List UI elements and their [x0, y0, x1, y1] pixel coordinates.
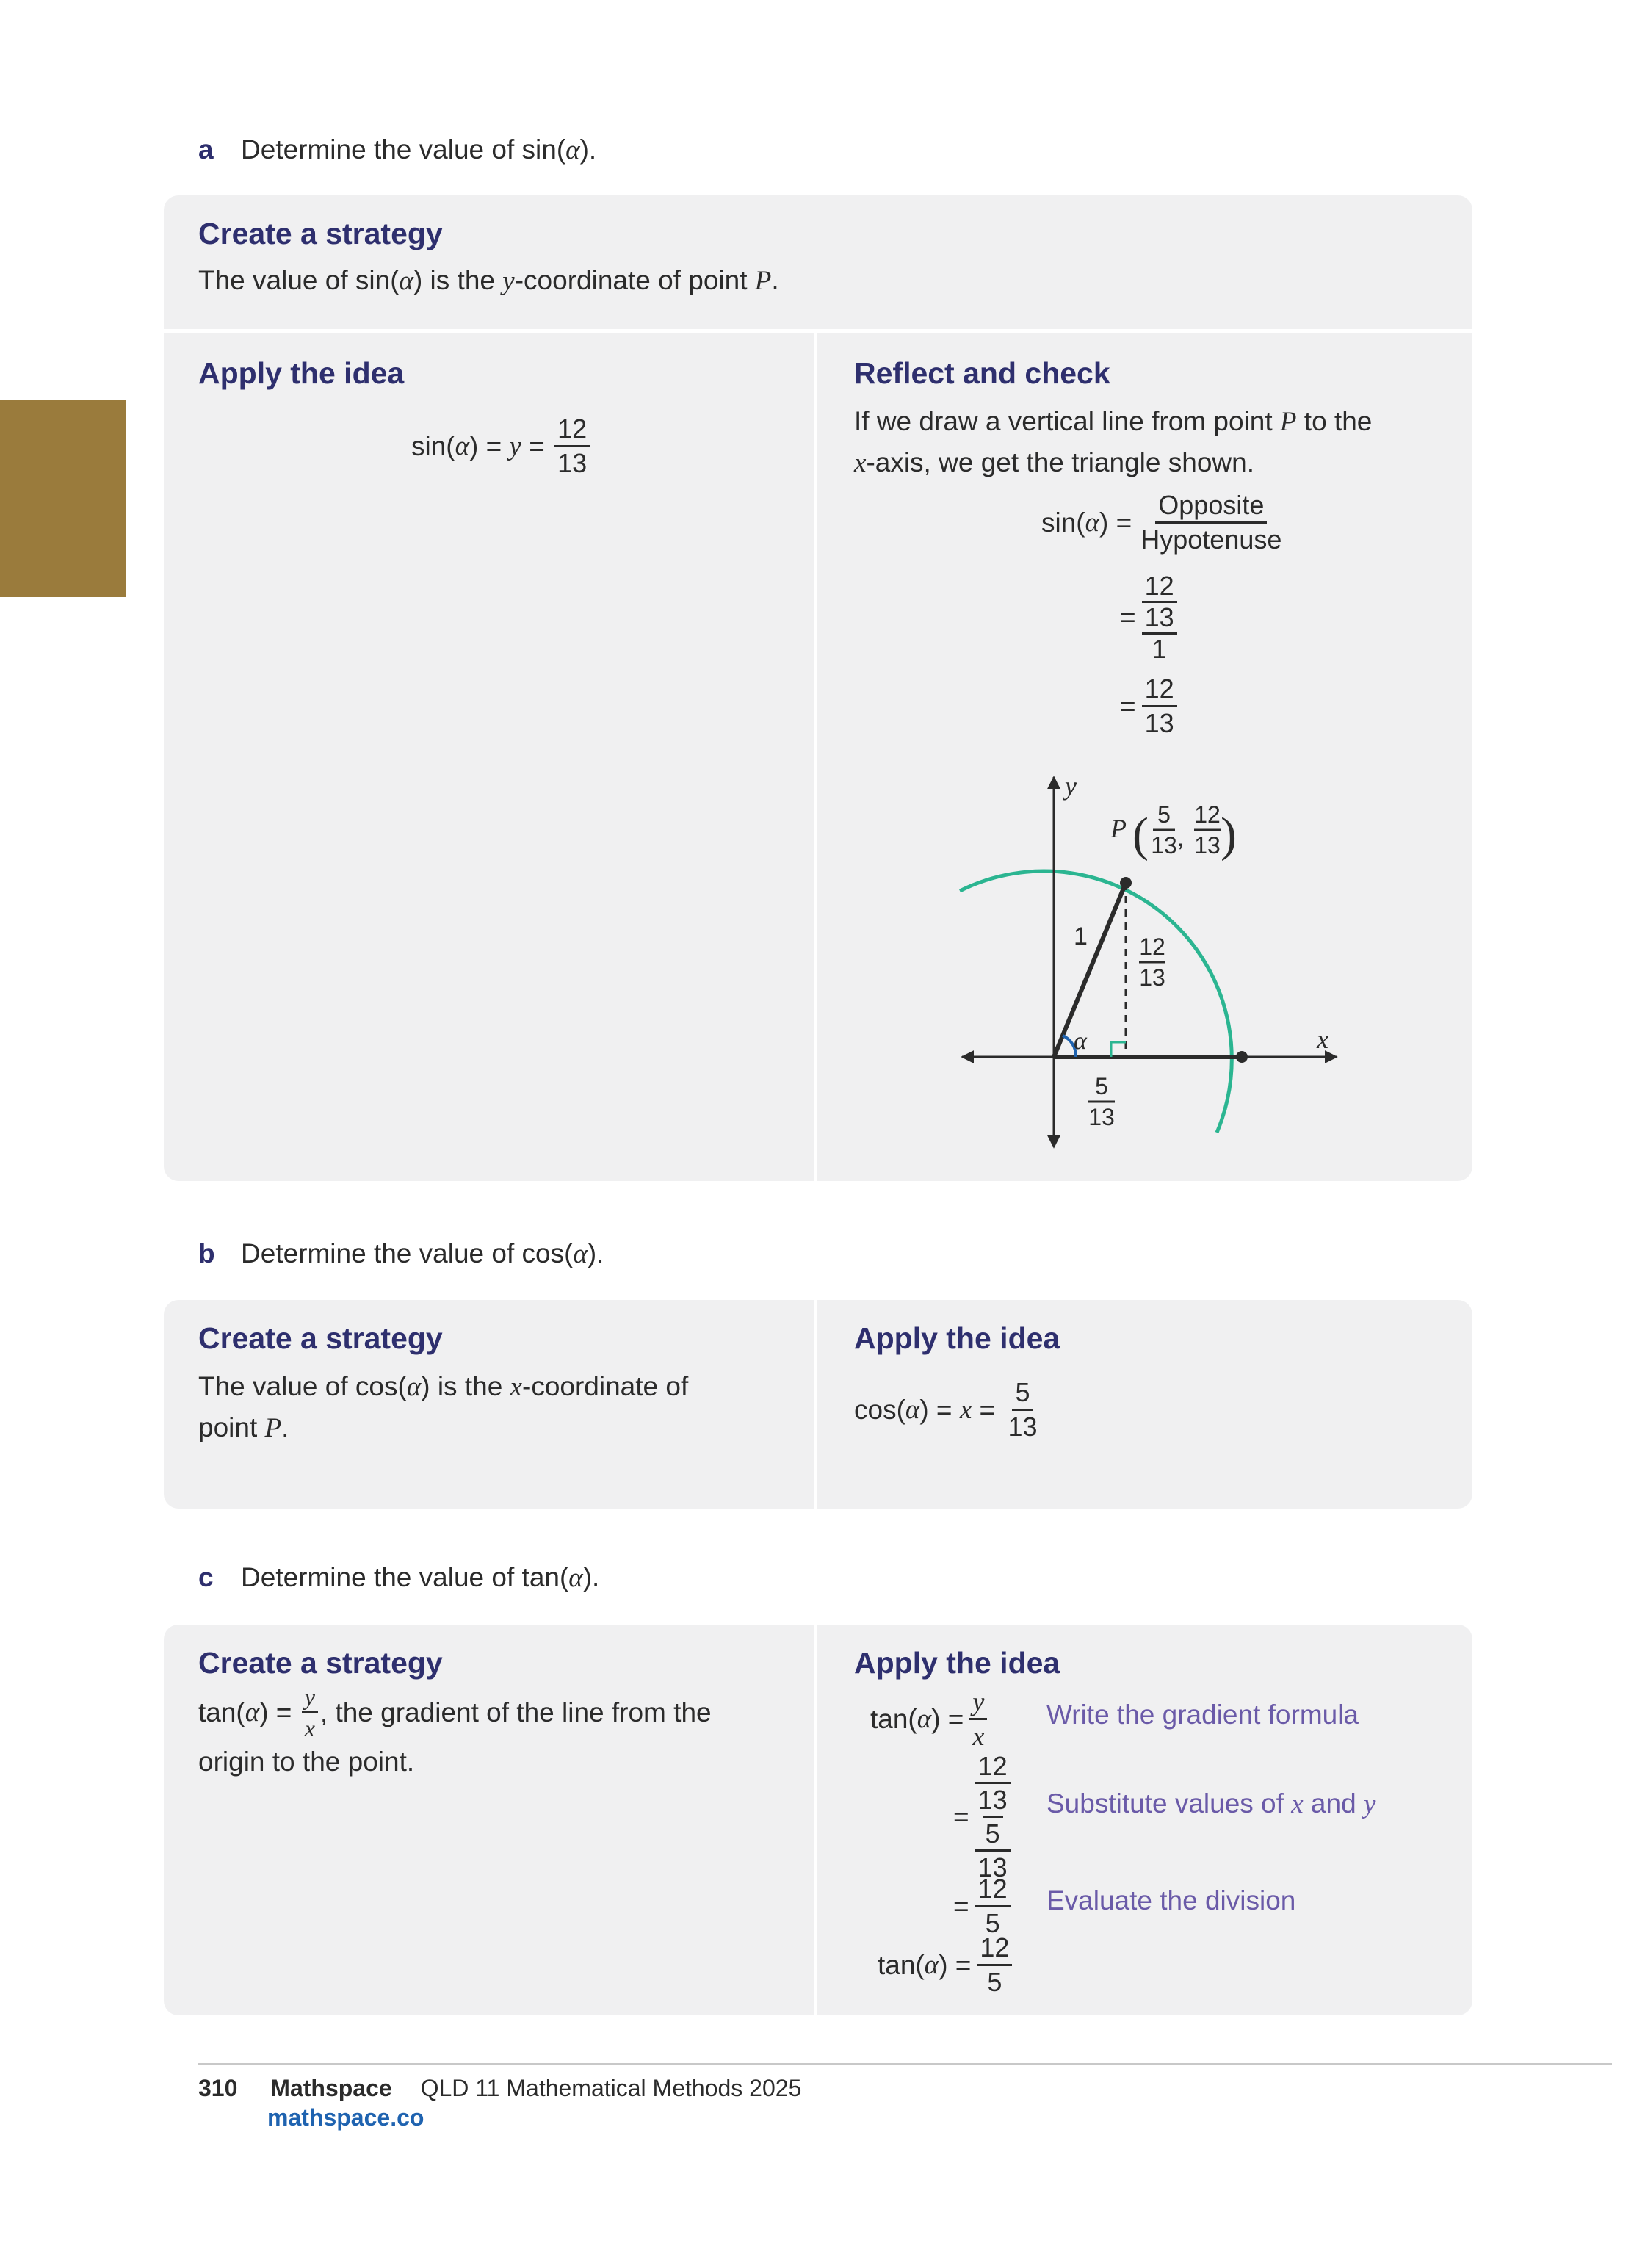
strategy-heading: Create a strategy	[198, 1646, 443, 1680]
brand-name: Mathspace	[270, 2075, 392, 2101]
book-title: QLD 11 Mathematical Methods 2025	[420, 2075, 802, 2101]
horizontal-length-num: 5	[1095, 1073, 1108, 1099]
note-gradient-formula: Write the gradient formula	[1046, 1700, 1359, 1730]
question-var: α	[565, 135, 580, 165]
note-evaluate: Evaluate the division	[1046, 1885, 1296, 1915]
panel-divider	[814, 333, 817, 1181]
reflect-a	[854, 354, 1442, 483]
strategy-c	[198, 1644, 800, 1782]
apply-c-line-3: = $\frac{12}{5}$	[953, 1874, 1013, 1938]
apply-c	[854, 1644, 1060, 1682]
hypotenuse-line	[1054, 883, 1126, 1057]
strategy-a	[198, 214, 1447, 301]
vertical-length-num: 12	[1139, 933, 1165, 960]
vertical-length-den: 13	[1139, 964, 1165, 991]
point-on-x-axis	[1236, 1051, 1248, 1063]
apply-c-line-1: tan( α ) = $\frac{y}{x}$	[870, 1687, 989, 1751]
apply-heading: Apply the idea	[198, 356, 405, 390]
question-text: Determine the value of sin(	[241, 134, 566, 165]
reflect-step-2: = $\frac{12}{13}$	[1120, 674, 1179, 738]
question-letter: c	[198, 1562, 214, 1592]
py-den: 13	[1194, 832, 1221, 859]
footer-divider	[198, 2063, 1612, 2065]
footer	[198, 2075, 801, 2102]
question-a	[198, 132, 596, 168]
page-number: 310	[198, 2075, 238, 2101]
px-num: 5	[1157, 801, 1171, 828]
website-link[interactable]: mathspace.co	[267, 2104, 424, 2131]
py-num: 12	[1194, 801, 1221, 828]
apply-b-equation: cos( α ) = x = $\frac{5}{13}$	[854, 1377, 1038, 1442]
y-axis-label: y	[1065, 771, 1077, 801]
fraction: $\frac{12}{13}$	[554, 414, 590, 478]
apply-c-line-4: tan( α ) = $\frac{12}{5}$	[878, 1933, 1014, 1997]
question-suffix: ).	[587, 1238, 604, 1268]
question-letter: a	[198, 134, 214, 165]
strategy-text: The value of cos(α) is the x-coordinate of point P.	[198, 1371, 689, 1443]
question-var: α	[573, 1239, 588, 1269]
point-p	[1120, 877, 1132, 889]
question-text: Determine the value of cos(	[241, 1238, 574, 1268]
chapter-tab	[0, 400, 126, 597]
px-den: 13	[1151, 832, 1177, 859]
apply-a-equation: sin( α ) = y = $\frac{12}{13}$	[411, 414, 592, 478]
note-substitute: Substitute values of x and y	[1046, 1788, 1376, 1819]
question-c	[198, 1560, 599, 1596]
question-suffix: ).	[579, 134, 597, 165]
close-paren: )	[1221, 808, 1237, 862]
strategy-heading: Create a strategy	[198, 217, 443, 250]
question-suffix: ).	[582, 1562, 600, 1592]
unit-circle-figure	[947, 764, 1359, 1160]
apply-heading: Apply the idea	[854, 1321, 1060, 1355]
x-axis-label: x	[1317, 1025, 1328, 1054]
apply-c-line-2: = 12 13 5 13	[953, 1750, 1011, 1883]
question-text: Determine the value of tan(	[241, 1562, 569, 1592]
strategy-text: tan( α ) = $\frac{y}{x}$ , the gradient of the line from the	[198, 1683, 712, 1741]
angle-label: α	[1074, 1028, 1087, 1055]
strategy-text: The value of sin(α) is the y-coordinate of point P.	[198, 265, 779, 296]
open-paren: (	[1132, 808, 1149, 862]
reflect-step-1: = 12 13 1	[1120, 571, 1177, 664]
apply-heading: Apply the idea	[854, 1646, 1060, 1680]
reflect-text: If we draw a vertical line from point P to the x-axis, we get the triangle shown.	[854, 406, 1373, 478]
question-letter: b	[198, 1238, 215, 1268]
comma: ,	[1177, 825, 1184, 851]
panel-divider	[164, 329, 1472, 333]
apply-a	[198, 354, 404, 392]
panel-divider	[814, 1300, 817, 1509]
strategy-b	[198, 1319, 786, 1448]
point-p-label: P	[1110, 814, 1127, 843]
hypotenuse-label: 1	[1074, 922, 1088, 950]
question-b	[198, 1236, 604, 1272]
horizontal-length-den: 13	[1088, 1104, 1115, 1130]
strategy-heading: Create a strategy	[198, 1321, 443, 1355]
apply-b	[854, 1319, 1060, 1357]
question-var: α	[568, 1563, 583, 1593]
reflect-heading: Reflect and check	[854, 356, 1110, 390]
strategy-text-2: origin to the point.	[198, 1747, 415, 1777]
panel-divider	[814, 1625, 817, 2015]
reflect-sin-ratio: sin( α ) = $\frac{\text{Opposite}}{\text{Hypotenuse}}$	[1041, 490, 1282, 555]
